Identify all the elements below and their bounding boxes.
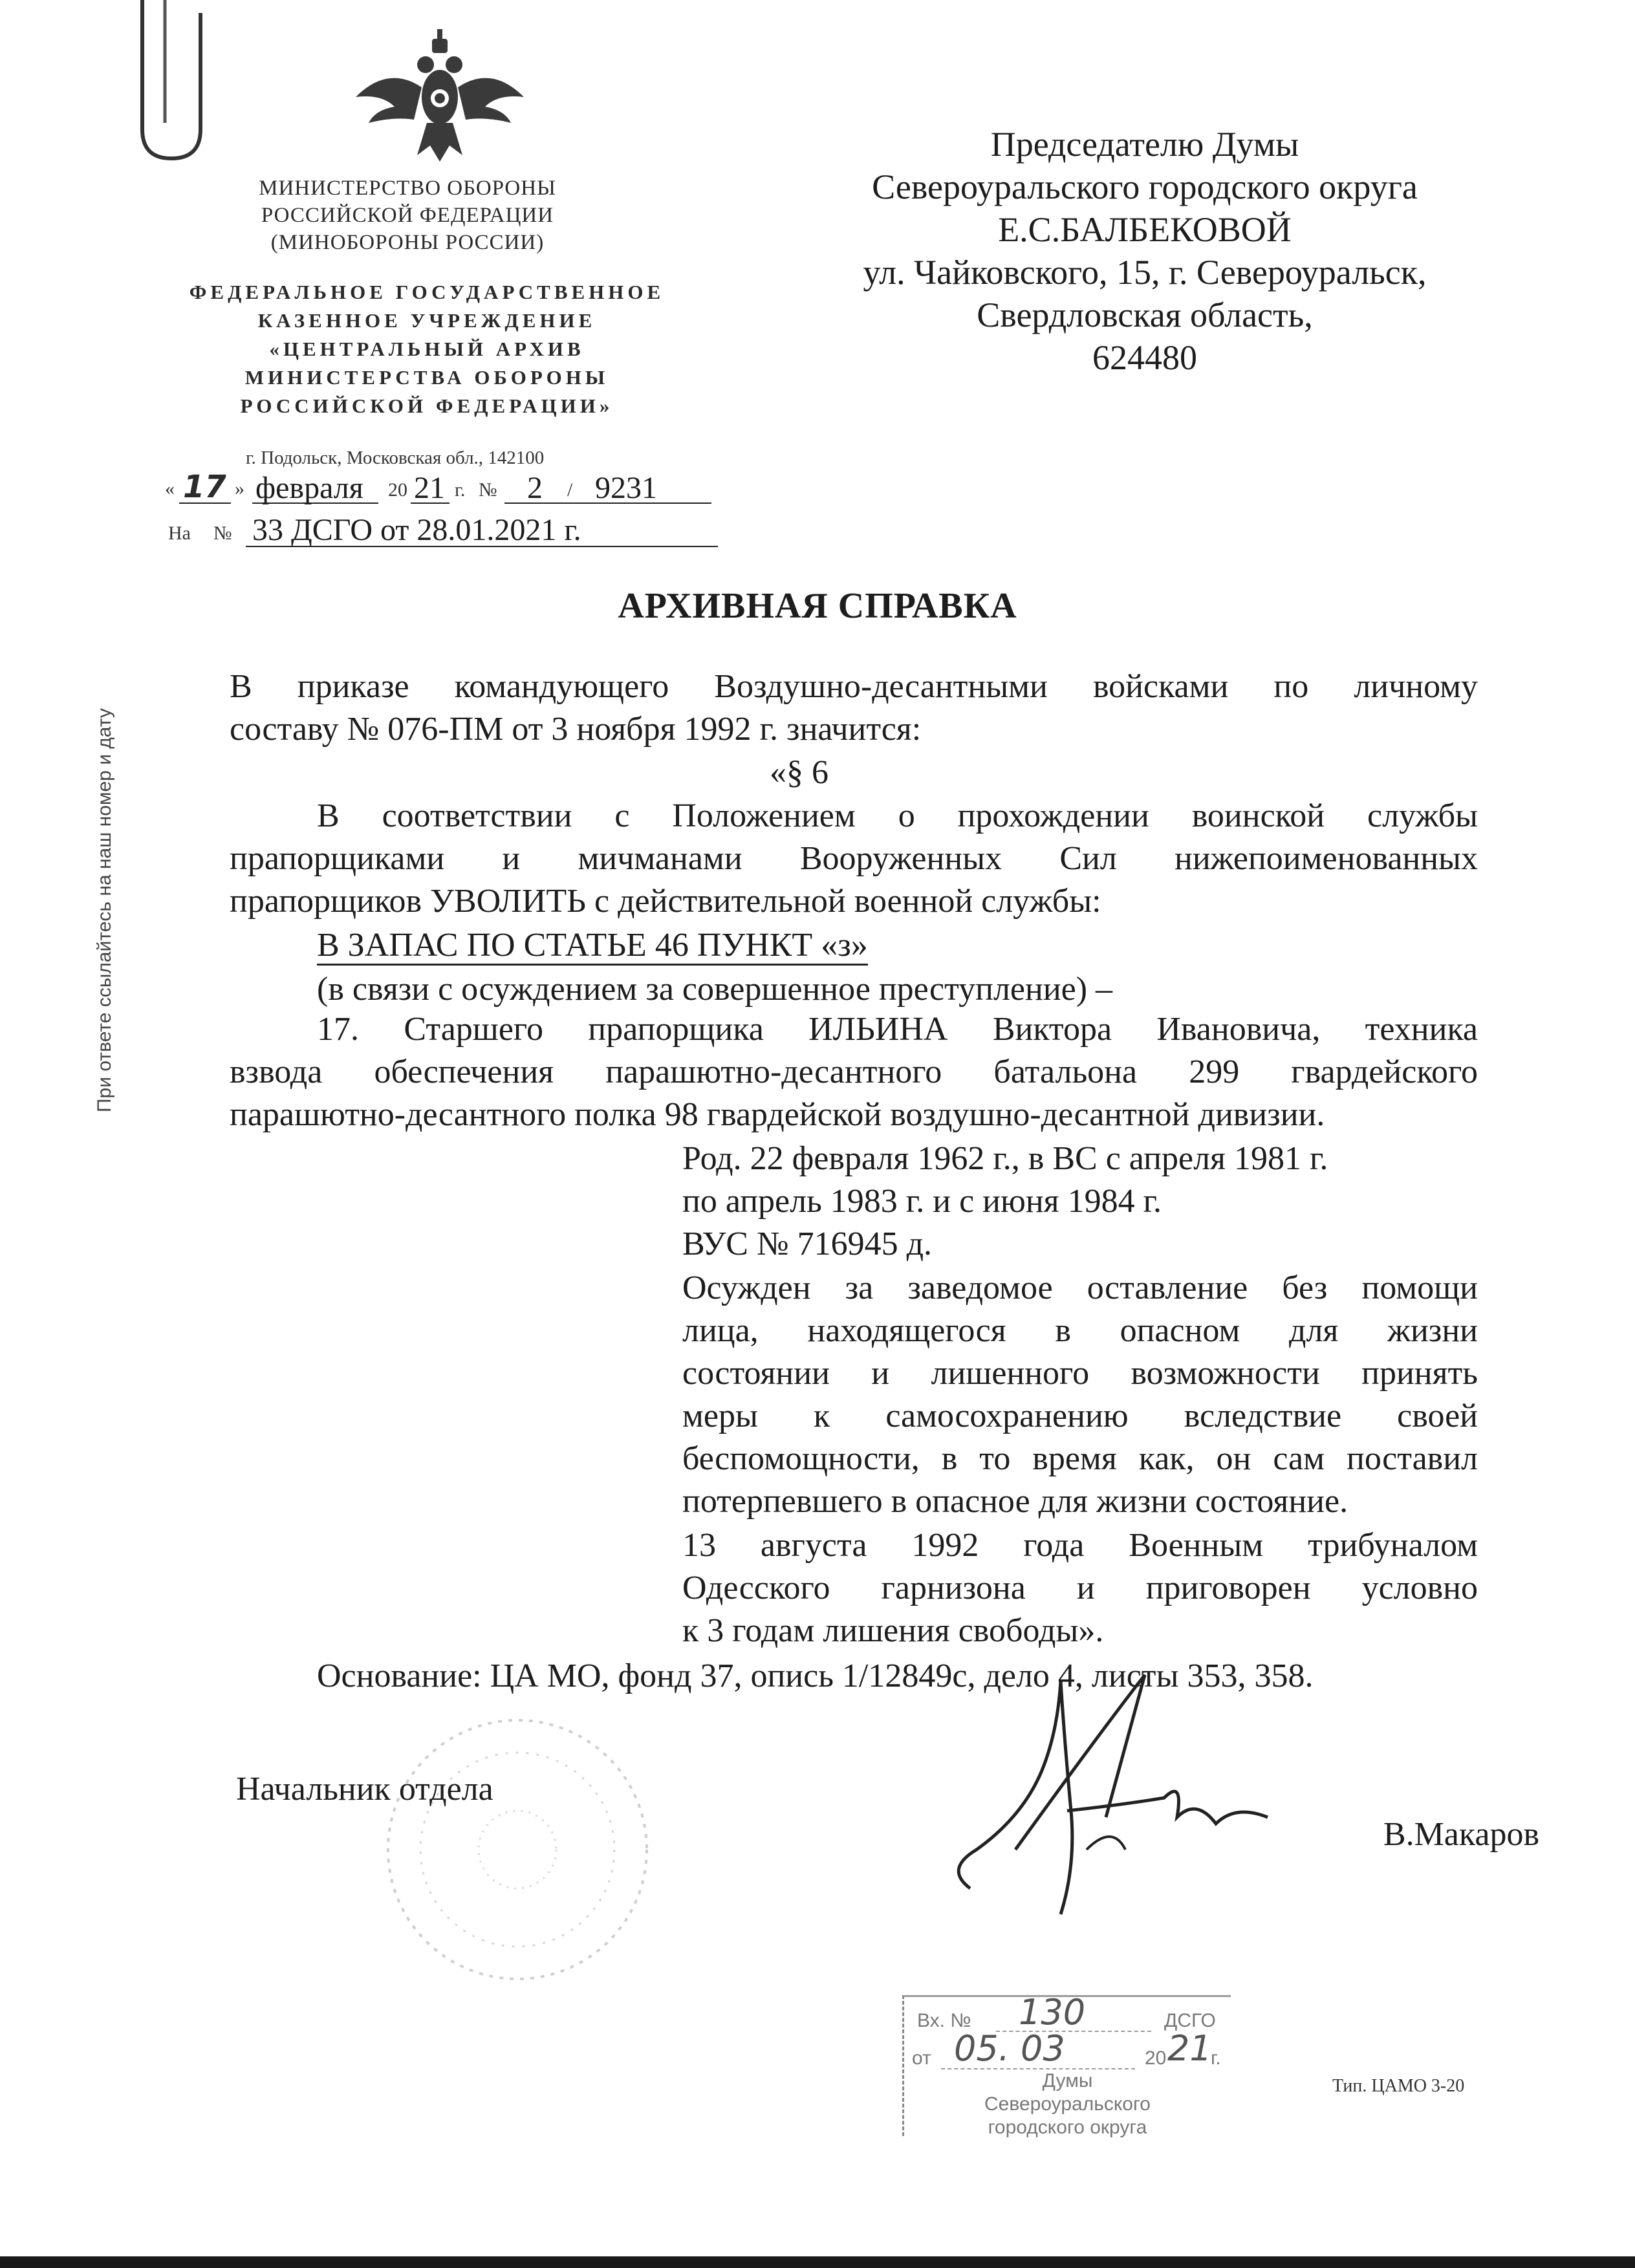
- paragraph-line: В соответствии с Положением о прохождении воинской службы: [317, 797, 1478, 834]
- paragraph-line: прапорщиками и мичманами Вооруженных Сил нижепоименованных: [230, 840, 1478, 877]
- intro-line: В приказе командующего Воздушно-десантными войсками по личному: [230, 668, 1478, 705]
- stamp-year-prefix: 20: [1145, 2047, 1167, 2069]
- item-line: 17. Старшего прапорщика ИЛЬИНА Виктора Ивановича, техника: [317, 1011, 1478, 1048]
- outgoing-date-number-line: [165, 469, 721, 508]
- detail-line: 13 августа 1992 года Военным трибуналом: [682, 1527, 1478, 1564]
- paragraph-line: прапорщиков УВОЛИТЬ с действительной военной службы:: [230, 883, 1101, 920]
- item-line: взвода обеспечения парашютно-десантного батальона 299 гвардейского: [230, 1053, 1478, 1090]
- detail-line: по апрель 1983 г. и с июня 1984 г.: [682, 1183, 1162, 1220]
- reserve-heading: [317, 925, 1093, 966]
- paper-clip-mark: [129, 0, 213, 162]
- date-year-prefix: 20: [388, 479, 407, 501]
- date-day: 17: [183, 469, 226, 505]
- detail-line: Род. 22 февраля 1962 г., в ВС с апреля 1981 г.: [682, 1140, 1328, 1177]
- recipient-line: Е.С.БАЛБЕКОВОЙ: [998, 210, 1292, 249]
- ministry-name: [194, 175, 621, 256]
- detail-line: ВУС № 716945 д.: [682, 1226, 933, 1262]
- date-year-suffix: 21: [414, 471, 445, 505]
- number-mark: №: [479, 479, 497, 501]
- reply-prefix: На: [168, 523, 191, 544]
- intro-line: составу № 076-ПМ от 3 ноября 1992 г. значится:: [230, 711, 922, 748]
- reply-reference-line: [165, 511, 721, 550]
- ministry-line: МИНИСТЕРСТВО ОБОРОНЫ: [259, 177, 556, 200]
- date-close-quote: »: [235, 478, 244, 499]
- stamp-year: 21: [1167, 2028, 1212, 2069]
- stamp-org-line: Думы: [1042, 2070, 1093, 2091]
- stamp-organization: [904, 2069, 1231, 2139]
- stamp-date: 05. 03: [954, 2028, 1065, 2069]
- reply-value: 33 ДСГО от 28.01.2021 г.: [252, 513, 581, 547]
- recipient-line: Председателю Думы: [990, 125, 1299, 164]
- recipient-block: [802, 123, 1488, 379]
- detail-line: Осужден за заведомое оставление без помощи: [682, 1269, 1478, 1306]
- margin-note: При ответе ссылайтесь на наш номер и дату: [94, 708, 115, 1112]
- detail-line: Одесского гарнизона и приговорен условно: [682, 1570, 1478, 1606]
- ministry-line: (МИНОБОРОНЫ РОССИИ): [270, 231, 545, 254]
- detail-line: лица, находящегося в опасном для жизни: [682, 1312, 1478, 1349]
- stamp-vx-suffix: ДСГО: [1164, 2010, 1216, 2031]
- stamp-vx-number: 130: [1019, 1992, 1086, 2033]
- section-number: «§ 6: [770, 754, 828, 791]
- basis-line: Основание: ЦА МО, фонд 37, опись 1/12849с, дело 4, листы 353, 358.: [317, 1658, 1314, 1694]
- detail-line: беспомощности, в то время как, он сам поставил: [682, 1440, 1478, 1477]
- institution-line: КАЗЕННОЕ УЧРЕЖДЕНИЕ: [257, 309, 596, 332]
- date-month-underline: [252, 502, 378, 504]
- number-value2: 9231: [595, 471, 657, 505]
- recipient-line: ул. Чайковского, 15, г. Североуральск,: [863, 253, 1427, 292]
- recipient-line: Североуральского городского округа: [872, 167, 1418, 206]
- date-year-underline: [411, 502, 449, 504]
- handwritten-signature: [931, 1656, 1294, 1927]
- stamp-vx-label: Вх. №: [917, 2010, 971, 2031]
- date-year-mark: г.: [455, 479, 466, 501]
- stamp-year-mark: г.: [1211, 2047, 1221, 2069]
- detail-line: состоянии и лишенного возможности принять: [682, 1355, 1478, 1392]
- reply-underline: [246, 546, 718, 547]
- item-line: парашютно-десантного полка 98 гвардейской воздушно-десантной дивизии.: [230, 1096, 1325, 1133]
- detail-line: меры к самосохранению вследствие своей: [682, 1398, 1478, 1434]
- signer-name: В.Макаров: [1383, 1816, 1539, 1853]
- reserve-heading-text: В ЗАПАС ПО СТАТЬЕ 46 ПУНКТ «з»: [317, 927, 868, 966]
- double-headed-eagle-emblem-icon: [349, 26, 530, 165]
- date-open-quote: «: [165, 478, 175, 499]
- recipient-line: Свердловская область,: [977, 296, 1313, 334]
- institution-line: «ЦЕНТРАЛЬНЫЙ АРХИВ: [269, 338, 585, 360]
- institution-name: [155, 278, 698, 420]
- institution-line: РОССИЙСКОЙ ФЕДЕРАЦИИ»: [240, 394, 614, 417]
- ministry-line: РОССИЙСКОЙ ФЕДЕРАЦИИ: [261, 204, 554, 227]
- stamp-org-line: Североуральского: [984, 2093, 1151, 2115]
- institution-line: ФЕДЕРАЛЬНОЕ ГОСУДАРСТВЕННОЕ: [189, 281, 665, 303]
- number-underline: [504, 502, 711, 504]
- document-title: АРХИВНАЯ СПРАВКА: [618, 586, 1017, 626]
- detail-line: потерпевшего в опасное для жизни состояние.: [682, 1483, 1348, 1520]
- stamp-ot-label: от: [912, 2047, 931, 2069]
- incoming-registration-stamp: [902, 1992, 1231, 2138]
- signer-position: Начальник отдела: [236, 1771, 493, 1808]
- number-value: 2: [527, 471, 543, 505]
- institution-line: МИНИСТЕРСТВА ОБОРОНЫ: [244, 366, 609, 389]
- detail-line: к 3 годам лишения свободы».: [682, 1612, 1104, 1649]
- recipient-line: 624480: [1092, 338, 1197, 377]
- scan-bottom-edge: [0, 2256, 1635, 2268]
- dismissal-reason: (в связи с осуждением за совершенное преступление) –: [317, 971, 1113, 1008]
- number-separator: /: [567, 479, 573, 501]
- reply-number-mark: №: [213, 523, 232, 544]
- sender-address: г. Подольск, Московская обл., 142100: [246, 448, 545, 468]
- stamp-org-line: городского округа: [988, 2117, 1147, 2138]
- date-month: февраля: [255, 471, 363, 505]
- print-code: Тип. ЦАМО 3-20: [1332, 2076, 1465, 2096]
- date-day-underline: [179, 502, 231, 504]
- faint-seal-impression: [336, 1681, 698, 2018]
